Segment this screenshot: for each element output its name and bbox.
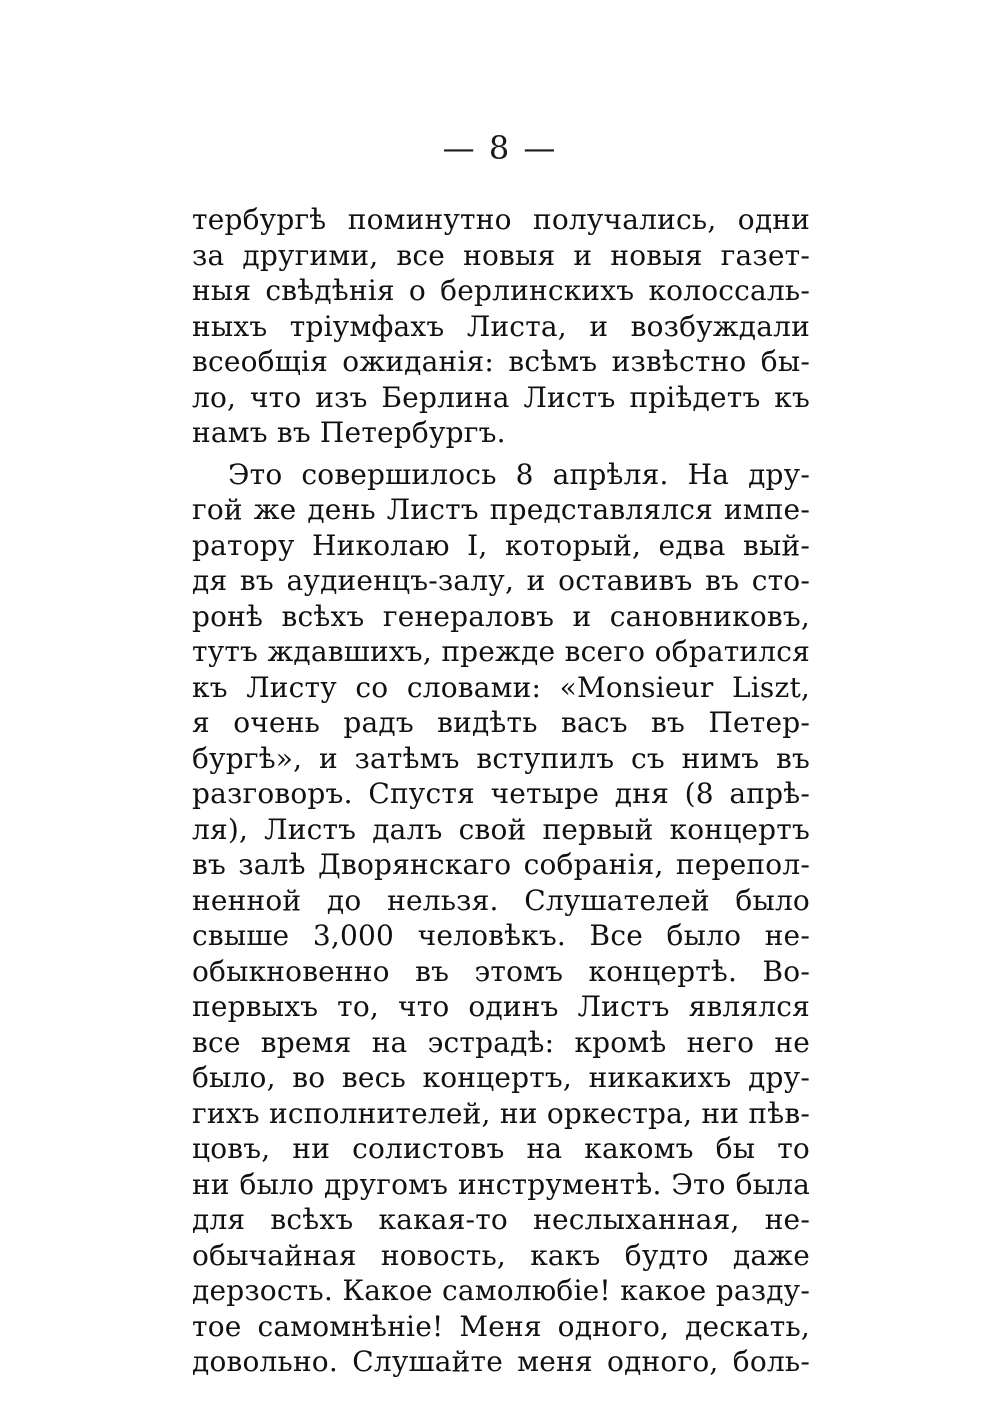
- text-line: въ залѣ Дворянскаго собранія, перепол-: [192, 848, 810, 881]
- text-line: дя въ аудиенцъ-залу, и оставивъ въ сто-: [192, 564, 810, 597]
- text-line: довольно. Слушайте меня одного, боль-: [192, 1345, 810, 1378]
- text-line: свыше 3,000 человѣкъ. Все было не-: [192, 919, 810, 952]
- text-line: гихъ исполнителей, ни оркестра, ни пѣв-: [192, 1096, 810, 1130]
- text-line: ля), Листъ далъ свой первый концертъ: [192, 812, 810, 846]
- text-line: разговоръ. Спустя четыре дня (8 апрѣ-: [192, 777, 810, 810]
- text-line: за другими, все новыя и новыя газет-: [192, 238, 810, 272]
- page-number: — 8 —: [442, 129, 558, 167]
- text-line: было, во весь концертъ, никакихъ дру-: [192, 1061, 810, 1094]
- text-line: для всѣхъ какая-то неслыханная, не-: [192, 1203, 810, 1236]
- text-line: ронѣ всѣхъ генераловъ и сановниковъ,: [192, 599, 810, 633]
- text-line: ни было другомъ инструментѣ. Это была: [192, 1167, 810, 1201]
- text-line: къ Листу со словами: «Monsieur Liszt,: [192, 670, 810, 704]
- text-line: тое самомнѣніе! Меня одного, дескать,: [192, 1309, 810, 1343]
- paragraph-2: [192, 457, 810, 1380]
- text-line: все время на эстрадѣ: кромѣ него не: [192, 1025, 810, 1059]
- text-line: тербургѣ поминутно получались, одни: [192, 203, 810, 236]
- text-line: тутъ ждавшихъ, прежде всего обратился: [192, 635, 810, 668]
- text-line: ратору Николаю I, который, едва вый-: [192, 528, 810, 562]
- text-line: первыхъ то, что одинъ Листъ являлся: [192, 990, 810, 1023]
- paragraph-1: [192, 202, 810, 451]
- text-line: намъ въ Петербургъ.: [192, 416, 506, 449]
- text-line: ныхъ тріумфахъ Листа, и возбуждали: [192, 309, 810, 343]
- text-line: бургѣ», и затѣмъ вступилъ съ нимъ въ: [192, 741, 810, 775]
- text-line: ло, что изъ Берлина Листъ пріѣдетъ къ: [192, 380, 810, 414]
- text-line: всеобщія ожиданія: всѣмъ извѣстно бы-: [192, 345, 810, 378]
- text-line: Это совершилось 8 апрѣля. На дру-: [228, 457, 810, 491]
- text-line: дерзость. Какое самолюбіе! какое разду-: [192, 1274, 810, 1307]
- text-line: гой же день Листъ представлялся импе-: [192, 493, 810, 526]
- text-line: ненной до нельзя. Слушателей было: [192, 883, 810, 917]
- body-text: [192, 202, 810, 1380]
- text-line: я очень радъ видѣть васъ въ Петер-: [192, 706, 810, 739]
- text-line: цовъ, ни солистовъ на какомъ бы то: [192, 1132, 810, 1165]
- text-line: обычайная новость, какъ будто даже: [192, 1238, 810, 1272]
- text-line: ныя свѣдѣнія о берлинскихъ колоссаль-: [192, 274, 810, 307]
- text-line: обыкновенно въ этомъ концертѣ. Во-: [192, 954, 810, 988]
